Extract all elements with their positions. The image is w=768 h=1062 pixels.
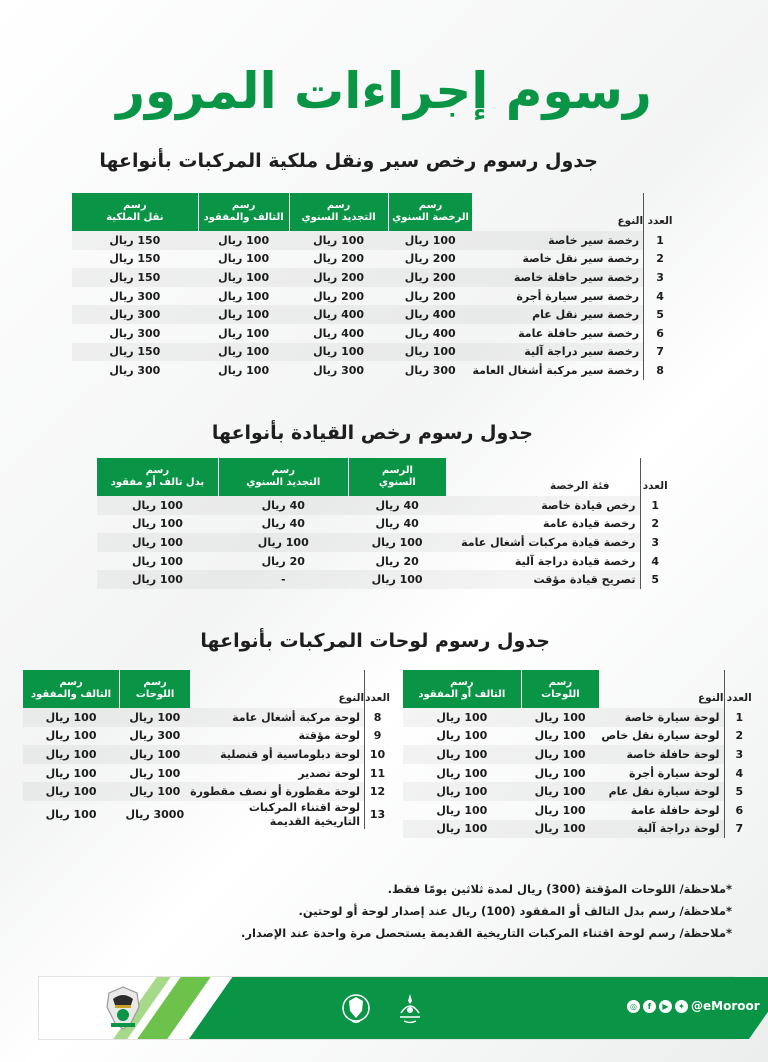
cell-annual: 20 ريال: [375, 554, 419, 568]
cell-type: رخصة قيادة دراجة آلية: [514, 554, 636, 568]
cell-damaged: 100 ريال: [45, 729, 97, 743]
header-renewal: رسم التجديد السنوي: [218, 458, 348, 496]
cell-num: 3: [724, 745, 754, 764]
cell-type: رخصة سير حافلة عامة: [518, 326, 640, 340]
cell-type: رخصة سير حافلة خاصة: [472, 268, 643, 287]
cell-damaged: 100 ريال: [131, 554, 183, 568]
cell-damaged: 100 ريال: [45, 766, 97, 780]
header-damaged: رسم التالف أو المفقود: [403, 670, 522, 708]
cell-annual: 400 ريال: [388, 305, 472, 324]
cell-type: لوحة حافلة خاصة: [599, 745, 724, 764]
social-handle[interactable]: [627, 999, 760, 1013]
table-row: [72, 305, 677, 324]
cell-annual: 100 ريال: [388, 343, 472, 362]
header-plates: رسم اللوحات: [521, 670, 599, 708]
cell-plates: 100 ريال: [521, 708, 599, 727]
cell-damaged: 100 ريال: [436, 766, 488, 780]
cell-damaged: 100 ريال: [198, 231, 289, 250]
cell-num: 1: [644, 231, 676, 250]
cell-num: 7: [724, 820, 754, 839]
cell-transfer: 300 ريال: [109, 363, 161, 377]
cell-annual: 100 ريال: [348, 570, 446, 589]
table-row: [97, 496, 671, 515]
cell-num: 5: [724, 782, 754, 801]
cell-num: 2: [644, 250, 676, 269]
cell-num: 3: [640, 533, 670, 552]
cell-damaged: 100 ريال: [218, 363, 270, 377]
header-annual: الرسم السنوي: [348, 458, 446, 496]
cell-plates: 3000 ريال: [125, 808, 185, 822]
cell-plates: 100 ريال: [521, 782, 599, 801]
cell-damaged: 100 ريال: [403, 820, 522, 839]
cell-type: لوحة مركبة أشغال عامة: [190, 708, 364, 727]
cell-damaged: 100 ريال: [403, 782, 522, 801]
cell-num: 3: [644, 268, 676, 287]
plates-fees-table-right: [402, 670, 754, 838]
table-row: [97, 515, 671, 534]
cell-type: لوحة سيارة نقل خاص: [601, 729, 720, 743]
header-num: العدد: [644, 193, 676, 231]
youtube-icon[interactable]: ▶: [659, 1000, 672, 1013]
cell-type: تصريح قيادة مؤقت: [446, 570, 640, 589]
plates-fees-table-left: [22, 670, 390, 829]
cell-annual: 300 ريال: [404, 363, 456, 377]
cell-damaged: 100 ريال: [218, 326, 270, 340]
cell-transfer: 300 ريال: [109, 289, 161, 303]
cell-renewal: 400 ريال: [313, 326, 365, 340]
cell-num: 1: [640, 496, 670, 515]
header-num: العدد: [640, 458, 670, 496]
cell-damaged: 100 ريال: [436, 803, 488, 817]
cell-renewal: 100 ريال: [289, 231, 388, 250]
header-plates: رسم اللوحات: [120, 670, 191, 708]
cell-damaged: 100 ريال: [23, 745, 120, 764]
cell-num: 4: [644, 287, 676, 306]
facebook-icon[interactable]: f: [643, 1000, 656, 1013]
driving-fees-table: [96, 458, 670, 589]
cell-transfer: 150 ريال: [109, 252, 161, 266]
table-row: [72, 361, 677, 380]
cell-num: 4: [640, 552, 670, 571]
cell-type: لوحة دبلوماسية أو قنصلية: [190, 745, 364, 764]
header-damaged: رسم التالف والمفقود: [23, 670, 120, 708]
cell-num: 12: [365, 782, 390, 801]
table-row: [97, 570, 671, 589]
cell-plates: 100 ريال: [129, 766, 181, 780]
cell-damaged: 100 ريال: [23, 708, 120, 727]
cell-renewal: 400 ريال: [289, 305, 388, 324]
cell-plates: 100 ريال: [120, 745, 191, 764]
cell-num: 5: [640, 570, 670, 589]
cell-num: 8: [365, 708, 390, 727]
cell-damaged: 100 ريال: [97, 496, 219, 515]
cell-num: 2: [640, 515, 670, 534]
cell-annual: 200 ريال: [404, 252, 456, 266]
header-type: النوع: [697, 692, 724, 704]
note-historic-plates: *ملاحظة/ رسم لوحة اقتناء المركبات التاريخية القديمة يستحصل مرة واحدة عند الإصدار.: [241, 926, 732, 940]
table-row: [97, 552, 671, 571]
cell-type: لوحة اقتناء المركبات التاريخية القديمة: [248, 800, 361, 828]
cell-damaged: 100 ريال: [218, 252, 270, 266]
table-row: [72, 324, 677, 343]
notes: [172, 878, 732, 944]
plates-table-title: جدول رسوم لوحات المركبات بأنواعها: [200, 630, 550, 652]
cell-type: رخصة سير نقل عام: [472, 305, 643, 324]
cell-type: لوحة سيارة خاصة: [599, 708, 724, 727]
note-temporary-plates: *ملاحظة/ اللوحات المؤقتة (300) ريال لمدة ثلاثين يومًا فقط.: [387, 882, 732, 896]
cell-damaged: 100 ريال: [45, 808, 97, 822]
table-row: [23, 727, 391, 746]
cell-transfer: 300 ريال: [72, 305, 199, 324]
cell-num: 7: [644, 343, 676, 362]
footer-banner: [38, 976, 760, 1040]
cell-num: 10: [365, 745, 390, 764]
cell-num: 11: [365, 764, 390, 783]
cell-damaged: 100 ريال: [218, 289, 270, 303]
table-row: [72, 287, 677, 306]
table-row: [403, 801, 755, 820]
ministry-of-interior-emblem-icon: [395, 991, 425, 1025]
cell-type: لوحة دراجة آلية: [599, 820, 724, 839]
cell-type: لوحة حافلة عامة: [630, 803, 720, 817]
cell-type: رخص قيادة خاصة: [446, 496, 640, 515]
cell-type: لوحة مقطورة أو نصف مقطورة: [190, 782, 364, 801]
cell-damaged: 100 ريال: [403, 745, 522, 764]
cell-transfer: 300 ريال: [109, 326, 161, 340]
table-row: [23, 782, 391, 801]
cell-damaged: 100 ريال: [97, 570, 219, 589]
table-row: [23, 708, 391, 727]
cell-renewal: 40 ريال: [218, 496, 348, 515]
vehicle-fees-table: [71, 193, 676, 380]
header-num: العدد: [365, 670, 390, 708]
table-row: [23, 801, 391, 829]
cell-damaged: 100 ريال: [198, 343, 289, 362]
table-row: [97, 533, 671, 552]
cell-num: 4: [724, 764, 754, 783]
cell-num: 9: [365, 727, 390, 746]
cell-num: 1: [724, 708, 754, 727]
cell-renewal: 100 ريال: [289, 343, 388, 362]
cell-num: 5: [644, 305, 676, 324]
cell-num: 6: [644, 324, 676, 343]
traffic-police-badge-icon: [101, 985, 145, 1031]
cell-renewal: 200 ريال: [313, 252, 365, 266]
table-row: [72, 250, 677, 269]
cell-plates: 100 ريال: [120, 708, 191, 727]
cell-type: لوحة سيارة نقل عام: [599, 782, 724, 801]
table-row: [403, 708, 755, 727]
header-type: النوع: [617, 215, 644, 227]
note-damaged-fee: *ملاحظة/ رسم بدل التالف أو المفقود (100) ريال عند إصدار لوحة أو لوحتين.: [298, 904, 732, 918]
cell-annual: 100 ريال: [388, 231, 472, 250]
header-type: النوع: [338, 692, 365, 704]
header-num: العدد: [724, 670, 754, 708]
header-renewal: رسم التجديد السنوي: [289, 193, 388, 231]
table-row: [72, 231, 677, 250]
cell-annual: 40 ريال: [375, 517, 419, 531]
cell-num: 8: [644, 361, 676, 380]
cell-renewal: 300 ريال: [313, 363, 365, 377]
cell-plates: 100 ريال: [120, 782, 191, 801]
cell-damaged: 100 ريال: [131, 517, 183, 531]
cell-renewal: 100 ريال: [218, 533, 348, 552]
cell-damaged: 100 ريال: [198, 305, 289, 324]
cell-type: رخصة سير نقل خاصة: [522, 252, 640, 266]
cell-annual: 40 ريال: [348, 496, 446, 515]
cell-type: رخصة سير خاصة: [472, 231, 643, 250]
cell-damaged: 100 ريال: [97, 533, 219, 552]
public-security-emblem-icon: [341, 991, 371, 1025]
cell-renewal: 20 ريال: [261, 554, 305, 568]
instagram-icon[interactable]: ◎: [627, 1000, 640, 1013]
social-handle-text[interactable]: @eMoroor: [691, 999, 760, 1013]
header-damaged: رسم التالف والمفقود: [198, 193, 289, 231]
cell-damaged: 100 ريال: [403, 708, 522, 727]
table-row: [72, 268, 677, 287]
page-title: رسوم إجراءات المرور: [116, 62, 652, 120]
cell-transfer: 150 ريال: [72, 343, 199, 362]
header-transfer: رسم نقل الملكية: [72, 193, 199, 231]
cell-plates: 100 ريال: [534, 766, 586, 780]
cell-type: رخصة سير سيارة أجرة: [516, 289, 640, 303]
table-row: [403, 782, 755, 801]
cell-plates: 300 ريال: [129, 729, 181, 743]
table-row: [403, 727, 755, 746]
table-row: [72, 343, 677, 362]
cell-annual: 200 ريال: [404, 289, 456, 303]
cell-annual: 100 ريال: [348, 533, 446, 552]
table-row: [23, 745, 391, 764]
cell-type: رخصة قيادة عامة: [542, 517, 636, 531]
cell-plates: 100 ريال: [534, 803, 586, 817]
cell-num: 6: [724, 801, 754, 820]
cell-damaged: 100 ريال: [436, 729, 488, 743]
driving-table-title: جدول رسوم رخص القيادة بأنواعها: [211, 422, 533, 444]
cell-damaged: 100 ريال: [198, 268, 289, 287]
table-row: [23, 764, 391, 783]
cell-type: لوحة سيارة أجرة: [628, 766, 720, 780]
cell-num: 13: [365, 801, 390, 829]
table-row: [403, 764, 755, 783]
cell-renewal: -: [218, 570, 348, 589]
cell-type: لوحة تصدير: [298, 766, 361, 780]
cell-type: رخصة سير مركبة أشغال العامة: [472, 363, 640, 377]
table-row: [403, 745, 755, 764]
cell-renewal: 200 ريال: [313, 289, 365, 303]
cell-plates: 100 ريال: [534, 729, 586, 743]
cell-transfer: 150 ريال: [72, 231, 199, 250]
vehicle-table-title: جدول رسوم رخص سير ونقل ملكية المركبات بأنواعها: [99, 150, 598, 172]
cell-plates: 100 ريال: [521, 820, 599, 839]
cell-type: رخصة قيادة مركبات أشغال عامة: [446, 533, 640, 552]
cell-type: لوحة مؤقتة: [298, 729, 361, 743]
twitter-icon[interactable]: ✦: [675, 1000, 688, 1013]
cell-plates: 100 ريال: [521, 745, 599, 764]
cell-transfer: 150 ريال: [72, 268, 199, 287]
cell-annual: 200 ريال: [388, 268, 472, 287]
header-annual: رسم الرخصة السنوي: [388, 193, 472, 231]
cell-type: رخصة سير دراجة آلية: [472, 343, 643, 362]
cell-annual: 400 ريال: [404, 326, 456, 340]
header-license-class: فئة الرخصة: [549, 480, 610, 492]
cell-damaged: 100 ريال: [23, 782, 120, 801]
table-row: [403, 820, 755, 839]
cell-renewal: 40 ريال: [261, 517, 305, 531]
header-damaged: رسم بدل تالف أو مفقود: [97, 458, 219, 496]
cell-num: 2: [724, 727, 754, 746]
cell-renewal: 200 ريال: [289, 268, 388, 287]
